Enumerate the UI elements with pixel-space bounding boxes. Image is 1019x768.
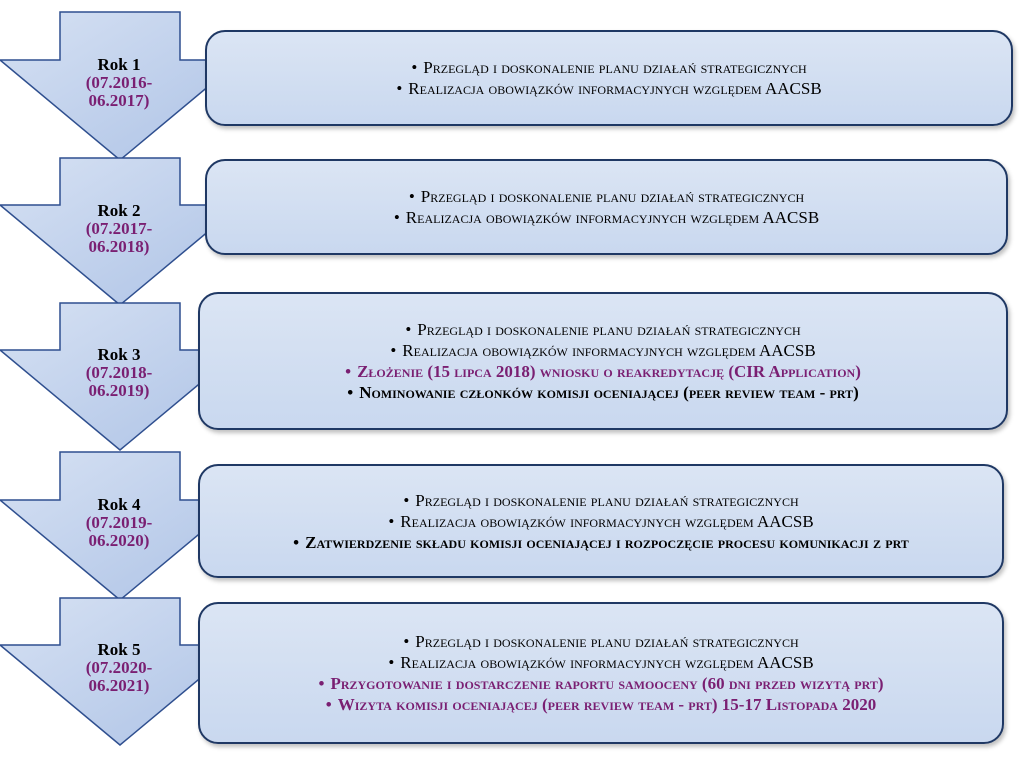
year-label-1 — [64, 56, 174, 110]
year-box-4 — [198, 464, 1004, 578]
year-box-3 — [198, 292, 1008, 430]
year-title: Rok 4 — [97, 495, 141, 514]
task-item: • Przegląd i doskonalenie planu działań strategicznych — [408, 187, 805, 206]
task-item: • Realizacja obowiązków informacyjnych względem AACSB — [388, 653, 814, 672]
task-item: • Realizacja obowiązków informacyjnych względem AACSB — [396, 79, 822, 98]
task-item: • Przegląd i doskonalenie planu działań strategicznych — [403, 632, 799, 651]
task-item: • Przegląd i doskonalenie planu działań strategicznych — [405, 320, 801, 339]
year-title: Rok 2 — [97, 201, 141, 220]
year-title: Rok 3 — [97, 345, 141, 364]
year-period: (07.2020-06.2021) — [85, 658, 153, 695]
task-item-bold: • Zatwierdzenie składu komisji oceniającej i rozpoczęcie procesu komunikacji z prt — [293, 532, 909, 552]
task-item-highlight: • Złożenie (15 lipca 2018) wniosku o reakredytację (CIR Application) — [345, 362, 861, 381]
task-item-highlight: • Przygotowanie i dostarczenie raportu samooceny (60 dni przed wizytą prt) — [318, 674, 884, 693]
task-item: • Przegląd i doskonalenie planu działań strategicznych — [411, 58, 807, 77]
year-label-3 — [64, 346, 174, 400]
year-period: (07.2018-06.2019) — [85, 363, 153, 400]
task-item-highlight: • Wizyta komisji oceniającej (peer review team - prt) 15-17 Listopada 2020 — [325, 695, 877, 714]
year-box-2 — [205, 159, 1008, 255]
year-label-2 — [64, 202, 174, 256]
year-period: (07.2019-06.2020) — [85, 513, 153, 550]
year-box-1 — [205, 30, 1013, 126]
year-period: (07.2016-06.2017) — [85, 73, 153, 110]
task-item: • Realizacja obowiązków informacyjnych względem AACSB — [388, 511, 814, 531]
year-period: (07.2017-06.2018) — [85, 219, 153, 256]
year-label-5 — [64, 641, 174, 695]
year-title: Rok 1 — [97, 55, 141, 74]
year-label-4 — [64, 496, 174, 550]
task-item: • Realizacja obowiązków informacyjnych względem AACSB — [390, 341, 816, 360]
task-item-bold: • Nominowanie członków komisji oceniającej (peer review team - prt) — [347, 383, 859, 402]
task-item: • Przegląd i doskonalenie planu działań strategicznych — [403, 490, 799, 510]
year-box-5 — [198, 602, 1004, 744]
task-item: • Realizacja obowiązków informacyjnych względem AACSB — [393, 208, 820, 227]
year-title: Rok 5 — [97, 640, 141, 659]
